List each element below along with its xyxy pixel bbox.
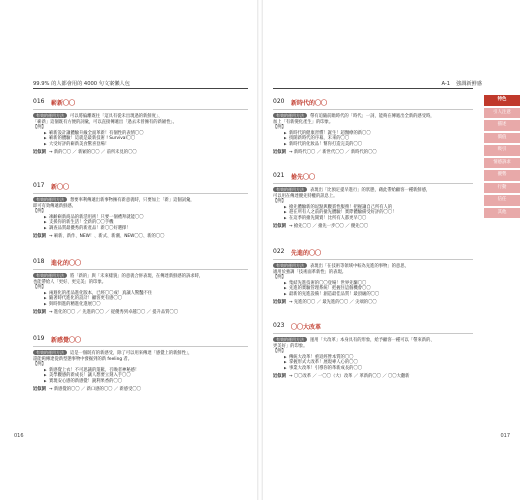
usage-tag: 有效的運用方法 <box>33 197 67 202</box>
example-label: 【例】 <box>33 209 46 215</box>
entry-number: 019 <box>33 335 45 342</box>
near-words: → 進化的〇〇 ／ 先進的〇〇 ／ 從優秀到卓越〇〇 ／ 提升品質〇〇 <box>48 309 179 315</box>
near-words-label: 近似詞 <box>273 223 286 229</box>
entry-desc-line: 「嶄新」這個既有方便的詞彙，可以直接傳遞出「過去未曾擁有的新穎性」。 <box>33 119 177 125</box>
entry-title: 進化的〇〇 <box>51 260 82 267</box>
entry-018 <box>33 258 248 315</box>
entry-body <box>273 334 473 379</box>
side-tab-3[interactable]: 價值 <box>484 133 520 144</box>
entry-number: 016 <box>33 98 45 105</box>
entry-header <box>273 322 473 334</box>
side-tab-8[interactable]: 信任 <box>484 195 520 206</box>
example-line: ▶ 集結先進技術的〇〇登場！世界先驅〇〇 <box>273 281 473 287</box>
right-page <box>263 0 520 500</box>
entry-header <box>273 98 473 110</box>
example-label: 【例】 <box>33 285 46 291</box>
entry-title: 搶先〇〇 <box>291 174 316 181</box>
left-page <box>0 0 257 500</box>
near-words-label: 近似詞 <box>33 309 46 315</box>
example-line: ▶ 實現安心感的新感覺！銳利果香的〇〇 <box>33 379 248 385</box>
side-tab-6[interactable]: 優勢 <box>484 170 520 181</box>
example-line: ▶ 找開新時代的序幕，未來的〇〇 <box>273 136 473 142</box>
page-number: 016 <box>14 433 24 439</box>
example-line: ▶ 先進的實驗管理系統！把握住這個機會〇〇 <box>273 286 473 292</box>
near-words: → 〇〇改革 ／ 一〇〇（大）改革 ／ 革新的〇〇 ／ 〇〇大翻新 <box>288 373 410 379</box>
running-header <box>33 80 130 87</box>
example-label: 【例】 <box>273 349 286 355</box>
near-words: → 先進的〇〇 ／ 最先進的〇〇 ／ 尖端的〇〇 <box>288 299 377 305</box>
example-line: ▶ 趕在所有人之前的搶先體驗！實際體驗備受好評的〇〇！ <box>273 210 473 216</box>
entry-desc-line: 運用「大改革」本身具有的形象，給予顧客一種可以「帶來新的、 <box>310 338 435 343</box>
entry-body <box>273 110 473 155</box>
near-words: → 新時代〇〇 ／ 新世代〇〇 ／ 新時代的〇〇 <box>288 149 377 155</box>
side-tab-9[interactable]: 其他 <box>484 208 520 219</box>
usage-tag: 有效的運用方法 <box>273 187 307 192</box>
entry-desc-line: 還能夠傳達從新型態事物中發掘到的新 feeling 者。 <box>33 356 133 362</box>
example-line: ▶ 凍齡嶄新商品的新活用術！只要一個禮拜就能〇〇 <box>33 215 248 221</box>
entry-body <box>33 270 248 315</box>
entry-header <box>33 98 248 110</box>
entry-desc-line: 表現出「在技術等領域中較為先進的事物」的意思， <box>310 264 409 269</box>
entry-title: 新感覺〇〇 <box>51 337 82 344</box>
usage-tag: 有效的運用方法 <box>33 113 67 118</box>
near-words-label: 近似詞 <box>33 149 46 155</box>
running-header-title: 強調新鮮感 <box>456 81 482 87</box>
entry-body <box>273 184 473 229</box>
example-line: ▶ 事業大改革！引導你的革新成長的〇〇 <box>273 366 473 372</box>
side-tab-5[interactable]: 情感訴求 <box>484 158 520 169</box>
usage-tag: 有效的運用方法 <box>33 273 67 278</box>
example-line: ▶ 搶先體驗新的逗點與觀賞性服務！把握讓自己所有人的 <box>273 205 473 211</box>
entry-header <box>273 172 473 184</box>
entry-number: 021 <box>273 172 285 179</box>
entry-title: 嶄新〇〇 <box>51 100 76 107</box>
near-words-label: 近似詞 <box>273 299 286 305</box>
example-line: ▶ 隨著時代進化的設計！顧客更有感〇〇 <box>33 296 248 302</box>
entry-header <box>273 248 473 260</box>
entry-023 <box>273 322 473 379</box>
example-label: 【例】 <box>273 125 286 131</box>
example-label: 【例】 <box>33 125 46 131</box>
entry-020 <box>273 98 473 155</box>
side-index-tabs <box>484 95 520 220</box>
entry-019 <box>33 335 248 392</box>
entry-016 <box>33 98 248 155</box>
near-words-label: 近似詞 <box>33 233 46 239</box>
entry-desc-line: 表現出「比預定提早進行」的狀態，藉此帶給顧客一種新鮮感， <box>310 188 431 193</box>
entry-number: 018 <box>33 258 45 265</box>
example-line: ▶ 嶄新設計讓體驗升級全面革新！有個性的表情〇〇 <box>33 131 248 137</box>
entry-body <box>33 347 248 392</box>
example-line: ▶ 傳統大改革！重返經營本質的〇〇 <box>273 355 473 361</box>
entry-desc-line: 加上「有新變化產生」的印象。 <box>273 119 334 125</box>
example-line: ▶ 嶄新的體驗！這就是最新技術 ! Survival〇〇 <box>33 136 248 142</box>
example-line: ▶ 新時代的化妝品！幫你打造完美的〇〇 <box>273 142 473 148</box>
entry-body <box>273 260 473 305</box>
running-header <box>441 80 482 87</box>
side-tab-1[interactable]: 引人注意 <box>484 108 520 119</box>
entry-desc-line: 即可有效傳遞新鮮感。 <box>33 203 76 209</box>
entry-header <box>33 182 248 194</box>
near-words: → 搶先〇〇 ／ 搶先一步〇〇 ／ 優先〇〇 <box>288 223 369 229</box>
entry-title: 先進的〇〇 <box>291 250 322 257</box>
entry-header <box>33 335 248 347</box>
example-label: 【例】 <box>273 275 286 281</box>
side-tab-2[interactable]: 描述 <box>484 120 520 131</box>
usage-tag: 有效的運用方法 <box>273 263 307 268</box>
entry-desc-line: 適用於強調「技術面革新性」的表現。 <box>273 269 347 275</box>
entry-desc-line: 這是一個既有的新感受，除了可以用來傳達「感覺上的新鮮性」， <box>70 351 193 356</box>
example-line: ▶ 新時代的健康習慣！誕生！超醫療的新〇〇 <box>273 131 473 137</box>
entry-number: 023 <box>273 322 285 329</box>
example-line: ▶ 新感覺上衣！不可思議的蓬鬆，召喚者神秘感！ <box>33 368 248 374</box>
entry-title: 新時代的〇〇 <box>291 100 328 107</box>
entry-body <box>33 110 248 155</box>
page-number: 017 <box>500 433 510 439</box>
entry-title: 新〇〇 <box>51 184 70 191</box>
usage-tag: 有效的運用方法 <box>273 337 307 342</box>
example-line: ▶ 兩週化的產品進化版本，已經〇〇成！真讓人驚豔不住 <box>33 291 248 297</box>
entry-title: 〇〇大改革 <box>291 324 322 331</box>
entry-desc-line: 將「新的」與「未來樣貌」的意義合併表現，在傳達新鮮感的訴求時， <box>70 274 204 279</box>
entry-017 <box>33 182 248 239</box>
near-words: → 嶄新、新作、NEW！、新式、新潮、NEW〇〇、新的〇〇 <box>48 233 165 239</box>
example-line: ▶ 與時俱進的精進化進展〇〇 <box>33 302 248 308</box>
example-line: ▶ 掌握形式大改革！展現專人心的〇〇 <box>273 360 473 366</box>
example-label: 【例】 <box>273 199 286 205</box>
entry-desc-line: 帶有追隨前瞻時代的「時代」一詞，能夠在傳遞出全新的感受時， <box>310 114 435 119</box>
near-words: → 新感覺的〇〇 ／ 新口感的〇〇 ／ 新感受〇〇 <box>48 386 141 392</box>
running-header-title: 99.9% 的人都會用的 4000 句文案懶人包 <box>33 81 130 87</box>
entry-desc-line: 可以將偏離既往「這具有從未出現過的新鮮度」、 <box>70 114 163 119</box>
entry-desc-line: 可以用在傳達優先特權的訊息上。 <box>273 193 338 199</box>
entry-number: 022 <box>273 248 285 255</box>
example-line: ▶ 支援你的新生活！全新的〇〇手機 <box>33 220 248 226</box>
near-words-label: 近似詞 <box>273 149 286 155</box>
section-code: A-1 <box>441 81 451 87</box>
entry-desc-line: 想要率利傳遞出新事物擁有新意義時，只要加上「新」這個詞彙， <box>70 198 195 203</box>
entry-desc-line: 更美好」的印象。 <box>273 343 308 349</box>
entry-header <box>33 258 248 270</box>
entry-number: 017 <box>33 182 45 189</box>
side-tab-0[interactable]: 特色 <box>484 95 520 106</box>
example-line: ▶ 大受好評的嶄新美食驚喜登場！ <box>33 142 248 148</box>
example-line: ▶ 最新的先進設備！創造最佳品質！最頂級的〇〇 <box>273 292 473 298</box>
entry-body <box>33 194 248 239</box>
usage-tag: 有效的運用方法 <box>273 113 307 118</box>
near-words-label: 近似詞 <box>33 386 46 392</box>
example-label: 【例】 <box>33 362 46 368</box>
example-line: ▶ 在這季的搶先開賣！比所有人都更早〇〇 <box>273 216 473 222</box>
example-line: ▶ 美學觀感的新成長！讓人想要立刻入手〇〇 <box>33 373 248 379</box>
example-line: ▶ 調查品質最優秀的新產品！新〇〇好選擇！ <box>33 226 248 232</box>
side-tab-7[interactable]: 行動 <box>484 183 520 194</box>
entry-desc-line: 也能帶給人「更好、更完美」的印象。 <box>33 279 107 285</box>
entry-022 <box>273 248 473 305</box>
near-words: → 新的〇〇 ／ 新穎的〇〇 ／ 前所未見的〇〇 <box>48 149 137 155</box>
usage-tag: 有效的運用方法 <box>33 350 67 355</box>
entry-number: 020 <box>273 98 285 105</box>
entry-021 <box>273 172 473 229</box>
header-rule <box>33 88 248 89</box>
side-tab-4[interactable]: 吸引 <box>484 145 520 156</box>
header-rule <box>273 88 473 89</box>
near-words-label: 近似詞 <box>273 373 286 379</box>
